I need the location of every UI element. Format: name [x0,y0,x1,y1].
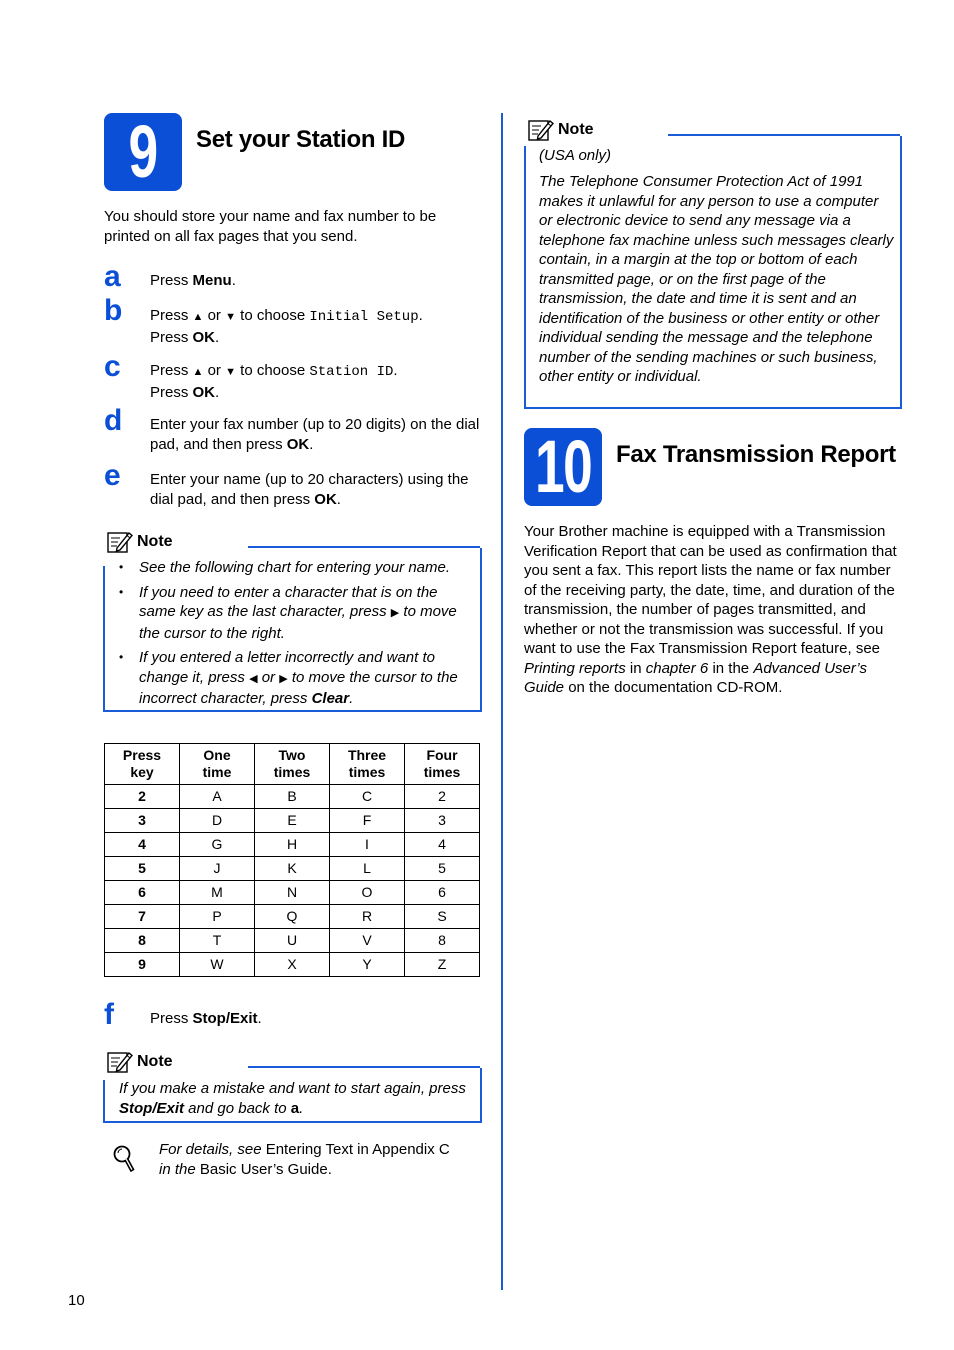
table-cell: Q [255,905,330,929]
note-1-label: Note [137,533,173,551]
table-cell: K [255,857,330,881]
step-letter-b: b [104,294,123,327]
table-cell: B [255,785,330,809]
table-row [105,881,480,905]
table-header-cell: Four times [405,744,480,785]
table-cell-key: 5 [105,857,180,881]
table-cell-key: 4 [105,833,180,857]
table-header-cell: Three times [330,744,405,785]
step-letter-c: c [104,350,121,383]
step-letter-d: d [104,404,123,437]
table-row [105,857,480,881]
table-cell: E [255,809,330,833]
table-cell: J [180,857,255,881]
table-cell: Z [405,953,480,977]
left-arrow-icon: ◀ [249,672,258,685]
step-letter-e: e [104,459,121,492]
step-9-intro: You should store your name and fax number to be printed on all fax pages that you send. [104,208,437,245]
table-cell: A [180,785,255,809]
note-1-bullet-3: • If you entered a letter incorrectly and want to change it, press ◀ or ▶ to move the cursor to the incorrect character, press Clear. [107,648,473,709]
note-1-list [107,558,473,714]
table-cell: V [330,929,405,953]
table-cell: C [330,785,405,809]
table-cell: 2 [405,785,480,809]
table-header-row [105,744,480,785]
table-cell: 6 [405,881,480,905]
note-1-box [103,548,482,712]
note-1-bullet-1: • See the following chart for entering your name. [107,558,473,578]
character-entry-table [104,743,480,977]
down-arrow-icon: ▼ [225,311,236,323]
down-arrow-icon: ▼ [225,366,236,378]
table-cell-key: 2 [105,785,180,809]
table-cell: N [255,881,330,905]
table-cell: T [180,929,255,953]
step-10-body: Your Brother machine is equipped with a Transmission Verification Report that can be used as confirmation that you sent a fax. This report lists the name or fax number of the receiving party, the date, time, and duration of the transmission, the number of pages transmitted, and whether or not the transmission was successful. If you want to use the Fax Transmission Report feature, see Printing reports in chapter 6 in the Advanced User’s Guide on the documentation CD-ROM. [524,523,897,696]
table-row [105,953,480,977]
table-header-cell: One time [180,744,255,785]
table-cell: P [180,905,255,929]
step-f-text: Press Stop/Exit. [150,1010,262,1027]
table-cell-key: 3 [105,809,180,833]
table-row [105,833,480,857]
up-arrow-icon: ▲ [192,311,204,323]
step-letter-a: a [104,260,121,293]
note-2-text: If you make a mistake and want to start again, press Stop/Exit and go back to a. [119,1080,466,1117]
table-row [105,785,480,809]
table-header-cell: Press key [105,744,180,785]
right-arrow-icon: ▶ [279,672,288,685]
usa-note-usa-only: (USA only) [539,147,611,164]
table-row [105,929,480,953]
note-1-bullet-2: • If you need to enter a character that is on the same key as the last character, press ▶ to move the cursor to the right. [107,583,473,644]
table-cell: W [180,953,255,977]
table-cell: X [255,953,330,977]
table-cell: L [330,857,405,881]
step-b-text: Press ▲ or ▼ to choose Initial Setup. Press OK. [150,307,423,346]
step-9-number: 9 [128,110,158,194]
column-divider [501,113,503,1290]
usa-note-body: The Telephone Consumer Protection Act of 1991 makes it unlawful for any person to use a computer or electronic device to send any message via a telephone fax machine unless such messages clearly contain, in a margin at the top or bottom of each transmitted page, or on the first page of the transmission, the date and time it is sent and an identification of the business or other entity or other individual sending the message and the telephone number of the sending machines or such business, other entity or individual. [539,173,894,385]
step-9-number-badge [104,110,182,194]
table-cell: Y [330,953,405,977]
table-cell-key: 9 [105,953,180,977]
table-cell-key: 7 [105,905,180,929]
step-letter-f: f [104,998,114,1031]
step-e-text: Enter your name (up to 20 characters) using the dial pad, and then press OK. [150,471,469,508]
up-arrow-icon: ▲ [192,366,204,378]
table-cell: D [180,809,255,833]
step-9-title: Set your Station ID [196,126,405,153]
step-c-text: Press ▲ or ▼ to choose Station ID. Press OK. [150,362,398,401]
table-cell: 3 [405,809,480,833]
table-cell: M [180,881,255,905]
magnifier-icon [111,1144,135,1174]
page-number: 10 [68,1292,85,1309]
step-10-number: 10 [534,425,592,509]
menu-code-initial-setup: Initial Setup [309,309,419,325]
table-row [105,905,480,929]
note-2-label: Note [137,1053,173,1071]
step-10-number-badge [524,425,602,509]
table-header-cell: Two times [255,744,330,785]
table-cell: U [255,929,330,953]
menu-code-station-id: Station ID [309,364,394,380]
table-cell-key: 6 [105,881,180,905]
usa-note-box [524,136,902,409]
table-cell: I [330,833,405,857]
note-2-box [103,1068,482,1123]
step-a-text: Press Menu. [150,272,236,289]
right-arrow-icon: ▶ [390,607,400,619]
table-cell: 4 [405,833,480,857]
reference-text: For details, see Entering Text in Appendix C in the Basic User’s Guide. [159,1141,450,1178]
step-d-text: Enter your fax number (up to 20 digits) on the dial pad, and then press OK. [150,416,480,453]
table-cell: H [255,833,330,857]
table-cell: G [180,833,255,857]
usa-note-label: Note [558,121,594,139]
table-cell: 5 [405,857,480,881]
table-cell: 8 [405,929,480,953]
step-10-title: Fax Transmission Report [616,441,896,468]
table-cell: F [330,809,405,833]
table-cell-key: 8 [105,929,180,953]
table-cell: O [330,881,405,905]
table-cell: S [405,905,480,929]
table-cell: R [330,905,405,929]
table-row [105,809,480,833]
